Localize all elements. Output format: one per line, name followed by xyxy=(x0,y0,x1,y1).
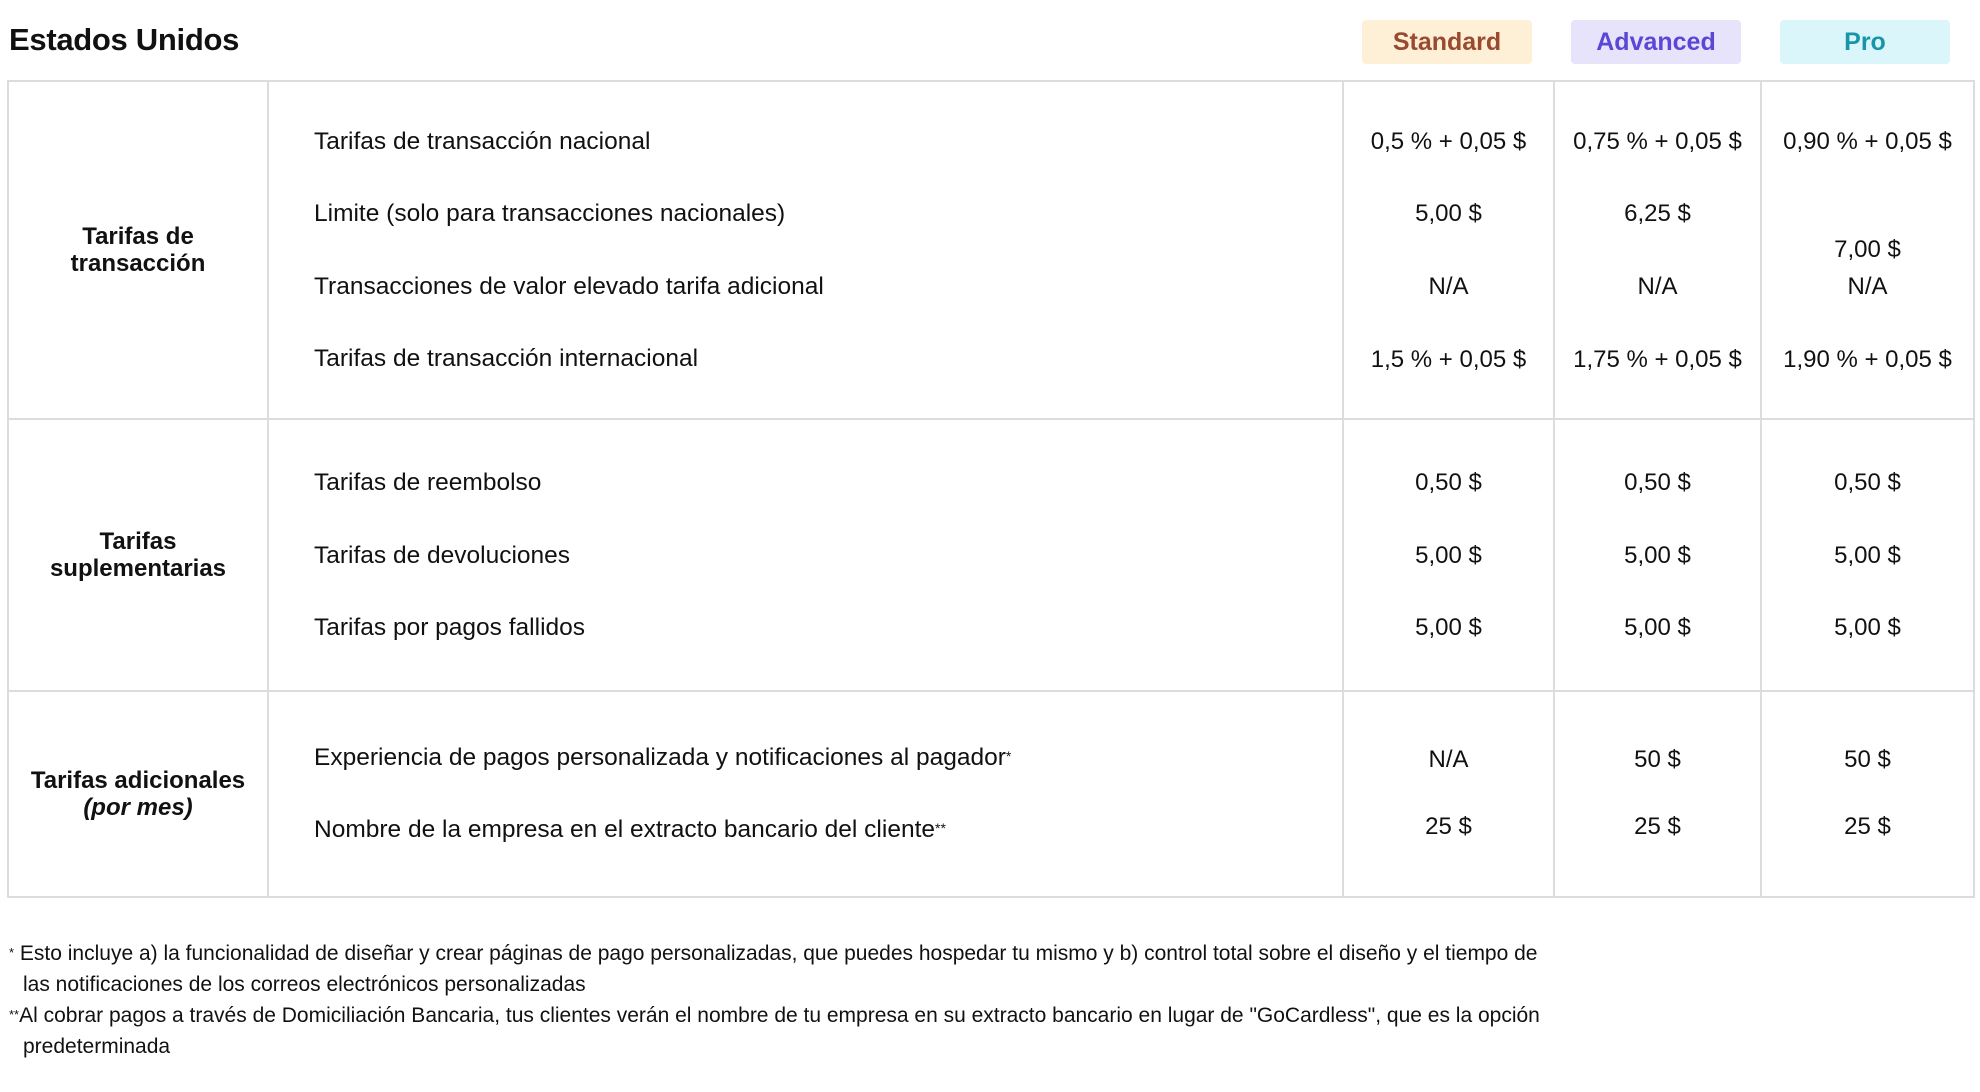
fee-value: 6,25 $ xyxy=(1624,200,1691,227)
fee-value: 1,75 % + 0,05 $ xyxy=(1573,346,1742,373)
footnote-text: Al cobrar pagos a través de Domiciliación Bancaria, tus clientes verán el nombre de tu empresa en su extracto bancario en lugar de "GoCardless", que es la opción xyxy=(19,1004,1540,1027)
fee-value: 0,50 $ xyxy=(1415,469,1482,496)
section-label-line: suplementarias xyxy=(49,555,227,582)
fee-value: 5,00 $ xyxy=(1624,614,1691,641)
fee-name: Tarifas de transacción internacional xyxy=(314,345,699,372)
standard-values-cell xyxy=(1343,419,1554,691)
fee-value: 5,00 $ xyxy=(1624,542,1691,569)
pro-values-cell xyxy=(1761,691,1974,897)
section-supplementary-fees xyxy=(8,419,1974,691)
fee-value: 25 $ xyxy=(1425,813,1472,840)
fee-value: 25 $ xyxy=(1634,813,1681,840)
fee-value: 0,90 % + 0,05 $ xyxy=(1783,128,1952,155)
fee-value: N/A xyxy=(1428,273,1469,300)
fee-name-text: Nombre de la empresa en el extracto bancario del cliente xyxy=(314,816,936,843)
fee-value: N/A xyxy=(1428,746,1469,773)
fee-names-cell xyxy=(268,81,1343,419)
fee-name: Tarifas de transacción nacional xyxy=(314,128,651,155)
footnote-marker: ** xyxy=(935,820,946,836)
footnote-text: predeterminada xyxy=(23,1035,171,1058)
fee-value: 5,00 $ xyxy=(1834,614,1901,641)
page-title: Estados Unidos xyxy=(9,22,240,57)
fee-value: N/A xyxy=(1847,273,1888,300)
fee-value: 1,5 % + 0,05 $ xyxy=(1370,346,1527,373)
section-label-transaction xyxy=(8,81,268,419)
fee-names-cell xyxy=(268,419,1343,691)
fee-value: 5,00 $ xyxy=(1415,542,1482,569)
fee-value: 5,00 $ xyxy=(1415,614,1482,641)
fee-value: N/A xyxy=(1637,273,1678,300)
fee-value: 7,00 $ xyxy=(1834,236,1901,263)
fee-name: Transacciones de valor elevado tarifa adicional xyxy=(314,273,824,300)
plan-badge-standard: Standard xyxy=(1362,20,1532,64)
pricing-table xyxy=(7,80,1975,898)
fee-names-cell xyxy=(268,691,1343,897)
fee-name xyxy=(314,743,1011,773)
section-label-line: Tarifas de xyxy=(82,223,194,250)
pro-values-cell xyxy=(1761,81,1974,419)
section-label-line: Tarifas adicionales xyxy=(30,767,246,794)
fee-value: 50 $ xyxy=(1844,746,1891,773)
fee-name: Tarifas de devoluciones xyxy=(314,542,571,569)
fee-value: 0,5 % + 0,05 $ xyxy=(1370,128,1527,155)
fee-value: 5,00 $ xyxy=(1834,542,1901,569)
fee-name: Tarifas por pagos fallidos xyxy=(314,614,586,641)
fee-value: 25 $ xyxy=(1844,813,1891,840)
fee-name-text: Experiencia de pagos personalizada y notificaciones al pagador xyxy=(314,744,1006,771)
fee-name xyxy=(314,815,946,845)
fee-value: 0,50 $ xyxy=(1624,469,1691,496)
fee-value: 5,00 $ xyxy=(1415,200,1482,227)
fee-name: Tarifas de reembolso xyxy=(314,469,542,496)
standard-values-cell xyxy=(1343,81,1554,419)
fee-value: 0,75 % + 0,05 $ xyxy=(1573,128,1742,155)
fee-value: 0,50 $ xyxy=(1834,469,1901,496)
footnote xyxy=(9,938,1769,1000)
pro-values-cell xyxy=(1761,419,1974,691)
plan-badge-pro: Pro xyxy=(1780,20,1950,64)
advanced-values-cell xyxy=(1554,419,1761,691)
section-label-line: (por mes) xyxy=(83,794,193,821)
section-label-additional xyxy=(8,691,268,897)
plan-badge-advanced: Advanced xyxy=(1571,20,1741,64)
fee-value: 1,90 % + 0,05 $ xyxy=(1783,346,1952,373)
footnote-marker: ** xyxy=(9,1007,20,1022)
footnote-text: Esto incluye a) la funcionalidad de diseñar y crear páginas de pago personalizadas, que puedes hospedar tu mismo y b) control total sobre el diseño y el tiempo de xyxy=(19,942,1538,965)
section-label-supplementary xyxy=(8,419,268,691)
footnote-marker: * xyxy=(9,945,15,960)
advanced-values-cell xyxy=(1554,691,1761,897)
footnote-text: las notificaciones de los correos electrónicos personalizadas xyxy=(23,973,586,996)
fee-value: 50 $ xyxy=(1634,746,1681,773)
section-label-line: transacción xyxy=(70,250,206,277)
standard-values-cell xyxy=(1343,691,1554,897)
section-label-line: Tarifas xyxy=(99,528,177,555)
section-additional-fees xyxy=(8,691,1974,897)
footnote xyxy=(9,1000,1769,1062)
footnote-marker: * xyxy=(1005,748,1012,764)
advanced-values-cell xyxy=(1554,81,1761,419)
fee-name: Limite (solo para transacciones nacionales) xyxy=(314,200,786,227)
section-transaction-fees xyxy=(8,81,1974,419)
